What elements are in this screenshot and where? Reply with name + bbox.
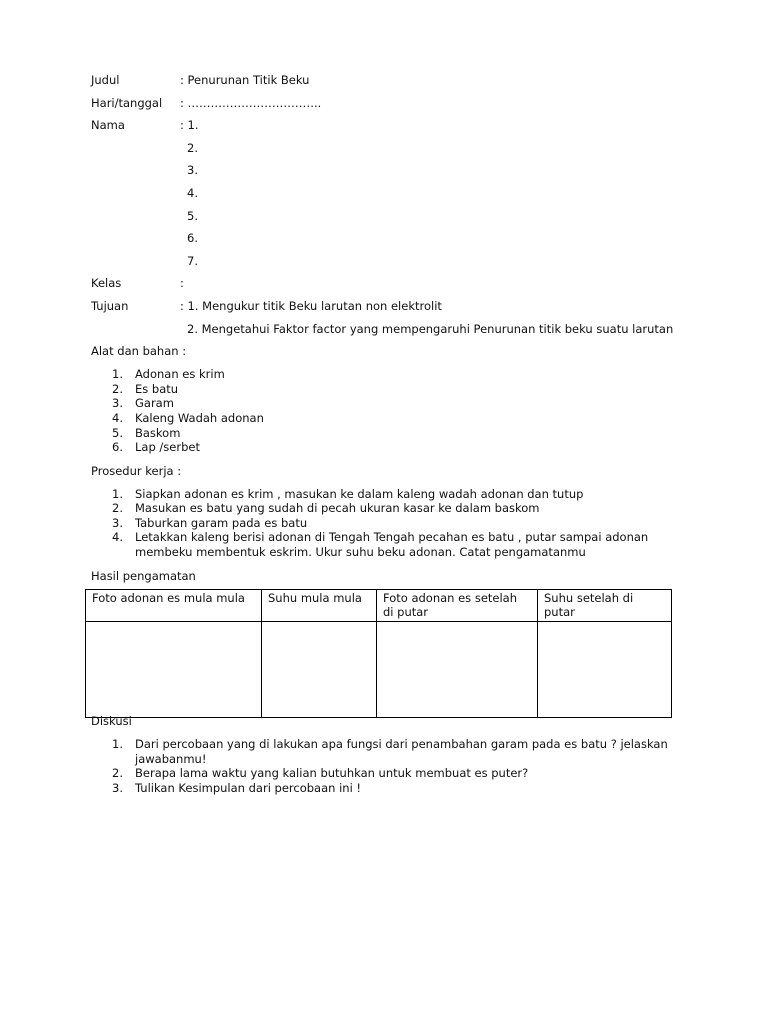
list-item bbox=[91, 781, 681, 796]
nama-row bbox=[91, 118, 681, 141]
alat-heading: Alat dan bahan : bbox=[91, 344, 187, 359]
list-marker: 3. bbox=[112, 515, 123, 530]
kelas-row bbox=[91, 276, 681, 299]
nama-number: 6. bbox=[187, 231, 198, 246]
judul-label: Judul bbox=[91, 73, 120, 87]
judul-row bbox=[91, 73, 681, 96]
tujuan-1: : 1. Mengukur titik Beku larutan non elektrolit bbox=[180, 298, 442, 313]
nama-label: Nama bbox=[91, 118, 125, 133]
table-header-cell: Foto adonan es mula mula bbox=[86, 590, 262, 622]
diskusi-heading: Diskusi bbox=[91, 714, 132, 728]
nama-entry bbox=[91, 163, 681, 186]
diskusi-item: Dari percobaan yang di lakukan apa fungsi dari penambahan garam pada es batu ? jelaskan jawabanmu! bbox=[135, 737, 668, 766]
alat-item: Lap /serbet bbox=[135, 440, 200, 455]
table-cell[interactable] bbox=[86, 622, 262, 718]
tujuan-row bbox=[91, 299, 681, 322]
nama-entry bbox=[91, 254, 681, 277]
alat-item: Kaleng Wadah adonan bbox=[135, 410, 264, 425]
nama-number: 3. bbox=[187, 163, 198, 178]
prosedur-list bbox=[91, 487, 681, 560]
list-marker: 2. bbox=[112, 381, 123, 396]
list-marker: 1. bbox=[112, 486, 123, 501]
list-item bbox=[91, 396, 681, 411]
diskusi-section bbox=[91, 714, 681, 804]
table-header-cell: Suhu setelah di putar bbox=[538, 590, 672, 622]
list-marker: 4. bbox=[112, 410, 123, 425]
kelas-label: Kelas bbox=[91, 276, 122, 291]
list-item bbox=[91, 440, 681, 455]
list-item bbox=[91, 766, 681, 781]
list-item bbox=[91, 487, 681, 502]
alat-item: Garam bbox=[135, 396, 174, 411]
nama-first: : 1. bbox=[180, 118, 199, 133]
list-item bbox=[91, 530, 681, 559]
hari-value: : …………………………….. bbox=[180, 95, 322, 110]
nama-number: 2. bbox=[187, 140, 198, 155]
list-item bbox=[91, 737, 681, 766]
list-marker: 2. bbox=[112, 501, 123, 516]
tujuan-row-2 bbox=[91, 322, 681, 345]
list-marker: 1. bbox=[112, 737, 123, 751]
alat-item: Adonan es krim bbox=[135, 367, 225, 382]
kelas-value: : bbox=[180, 276, 184, 291]
table-cell[interactable] bbox=[538, 622, 672, 718]
list-item bbox=[91, 411, 681, 426]
diskusi-item: Tulikan Kesimpulan dari percobaan ini ! bbox=[135, 780, 362, 795]
list-marker: 4. bbox=[112, 530, 123, 545]
list-marker: 1. bbox=[112, 367, 123, 382]
alat-list bbox=[91, 367, 681, 455]
hari-row bbox=[91, 96, 681, 119]
observation-table bbox=[85, 589, 672, 718]
list-marker: 5. bbox=[112, 425, 123, 440]
prosedur-item: Letakkan kaleng berisi adonan di Tengah Tengah pecahan es batu , putar sampai adonan membeku membentuk eskrim. Ukur suhu beku adonan. Catat pengamatanmu bbox=[135, 530, 649, 560]
judul-value: : Penurunan Titik Beku bbox=[180, 73, 310, 87]
hari-label: Hari/tanggal bbox=[91, 95, 163, 110]
alat-item: Es batu bbox=[135, 381, 179, 396]
alat-item: Baskom bbox=[135, 425, 181, 440]
tujuan-2: 2. Mengetahui Faktor factor yang mempengaruhi Penurunan titik beku suatu larutan bbox=[187, 321, 674, 336]
nama-number: 7. bbox=[187, 253, 198, 268]
table-header-cell: Suhu mula mula bbox=[262, 590, 377, 622]
worksheet bbox=[91, 73, 681, 592]
nama-entry bbox=[91, 209, 681, 232]
table-cell[interactable] bbox=[262, 622, 377, 718]
nama-number: 5. bbox=[187, 208, 198, 223]
tujuan-label: Tujuan bbox=[91, 298, 129, 313]
prosedur-heading: Prosedur kerja : bbox=[91, 463, 182, 478]
list-marker: 3. bbox=[112, 396, 123, 411]
list-marker: 3. bbox=[112, 780, 123, 795]
nama-entry bbox=[91, 141, 681, 164]
diskusi-item: Berapa lama waktu yang kalian butuhkan untuk membuat es puter? bbox=[135, 766, 529, 781]
diskusi-list bbox=[91, 737, 681, 795]
list-item bbox=[91, 516, 681, 531]
nama-entry bbox=[91, 231, 681, 254]
table-header-row bbox=[86, 590, 672, 622]
prosedur-item: Siapkan adonan es krim , masukan ke dalam kaleng wadah adonan dan tutup bbox=[135, 486, 584, 501]
list-marker: 2. bbox=[112, 766, 123, 781]
list-item bbox=[91, 501, 681, 516]
prosedur-item: Taburkan garam pada es batu bbox=[135, 515, 308, 530]
nama-number: 4. bbox=[187, 185, 198, 200]
table-header-cell: Foto adonan es setelah di putar bbox=[377, 590, 538, 622]
table-cell[interactable] bbox=[377, 622, 538, 718]
list-marker: 6. bbox=[112, 440, 123, 455]
table-row bbox=[86, 622, 672, 718]
list-item bbox=[91, 382, 681, 397]
nama-entry bbox=[91, 186, 681, 209]
list-item bbox=[91, 367, 681, 382]
hasil-heading: Hasil pengamatan bbox=[91, 568, 196, 583]
prosedur-item: Masukan es batu yang sudah di pecah ukuran kasar ke dalam baskom bbox=[135, 501, 540, 516]
list-item bbox=[91, 426, 681, 441]
